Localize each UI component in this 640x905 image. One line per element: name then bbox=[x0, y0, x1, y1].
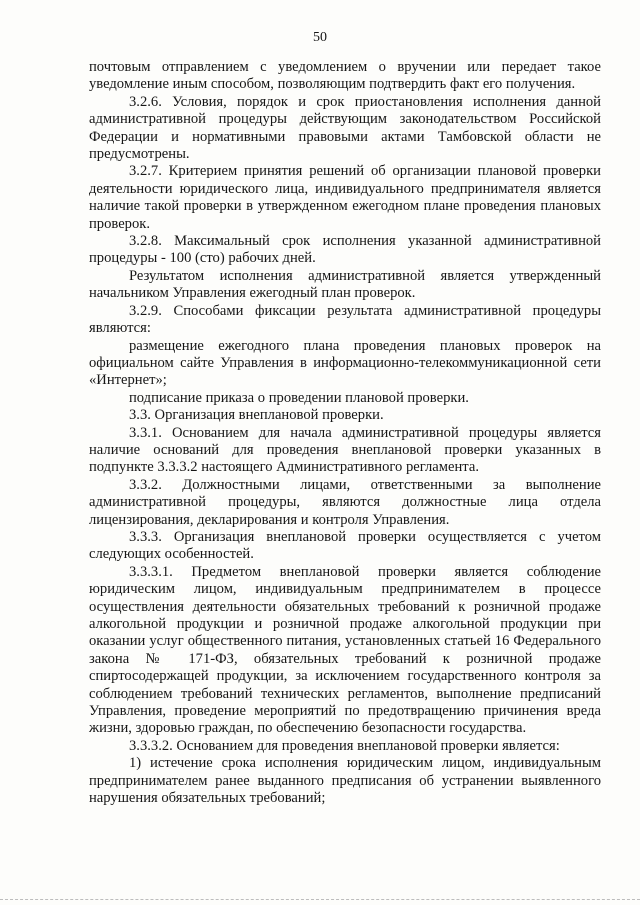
paragraph: почтовым отправлением с уведомлением о вручении или передает такое уведомление иным способом, позволяющим подтвердить факт его получения. bbox=[89, 59, 601, 93]
paragraph: 3.3.1. Основанием для начала административной процедуры является наличие оснований для проведения внеплановой проверки указанных в подпункте 3.3.3.2 настоящего Административного регламента. bbox=[89, 424, 601, 476]
paragraph: Результатом исполнения административной является утвержденный начальником Управления ежегодный план проверок. bbox=[89, 267, 601, 302]
paragraph: 3.2.9. Способами фиксации результата административной процедуры являются: bbox=[89, 302, 601, 337]
paragraph: 3.2.8. Максимальный срок исполнения указанной административной процедуры - 100 (сто) рабочих дней. bbox=[89, 233, 601, 267]
paragraph: 3.3.2. Должностными лицами, ответственными за выполнение административной процедуры, являются должностные лица отдела лицензирования, декларирования и контроля Управления. bbox=[89, 476, 601, 528]
scan-edge-divider bbox=[0, 899, 640, 901]
page-number: 50 bbox=[313, 30, 327, 45]
document-body bbox=[89, 59, 601, 807]
paragraph: 3.3.3.2. Основанием для проведения внеплановой проверки является: bbox=[129, 737, 560, 754]
paragraph: 1) истечение срока исполнения юридическим лицом, индивидуальным предпринимателем ранее выданного предписания об устранении выявленного нарушения обязательных требований; bbox=[89, 755, 601, 807]
paragraph: 3.2.6. Условия, порядок и срок приостановления исполнения данной административной процедуры действующим законодательством Российской Федерации и нормативными правовыми актами Тамбовской области не предусмотрены. bbox=[89, 93, 601, 163]
paragraph: 3.3.3. Организация внеплановой проверки осуществляется с учетом следующих особенностей. bbox=[89, 528, 601, 563]
paragraph: подписание приказа о проведении плановой проверки. bbox=[129, 389, 469, 406]
paragraph: 3.3.3.1. Предметом внеплановой проверки является соблюдение юридическим лицом, индивидуальным предпринимателем в процессе осуществления деятельности обязательных требований к розничной продаже алкогольной продукции и розничной продаже алкогольной продукции при оказании услуг общественного питания, установленных статьей 16 Федерального закона № 171-ФЗ, обязательных требований к розничной продаже спиртосодержащей продукции, за исключением государственного контроля за соблюдением требований технических регламентов, выполнение предписаний Управления, проведение мероприятий по предотвращению причинения вреда жизни, здоровью граждан, по обеспечению безопасности государства. bbox=[89, 563, 601, 737]
section-heading: 3.3. Организация внеплановой проверки. bbox=[129, 407, 384, 424]
paragraph: 3.2.7. Критерием принятия решений об организации плановой проверки деятельности юридического лица, индивидуального предпринимателя является наличие такой проверки в утвержденном ежегодном плане проведения плановых проверок. bbox=[89, 163, 601, 232]
paragraph: размещение ежегодного плана проведения плановых проверок на официальном сайте Управления в информационно-телекоммуникационной сети «Интернет»; bbox=[89, 337, 601, 389]
